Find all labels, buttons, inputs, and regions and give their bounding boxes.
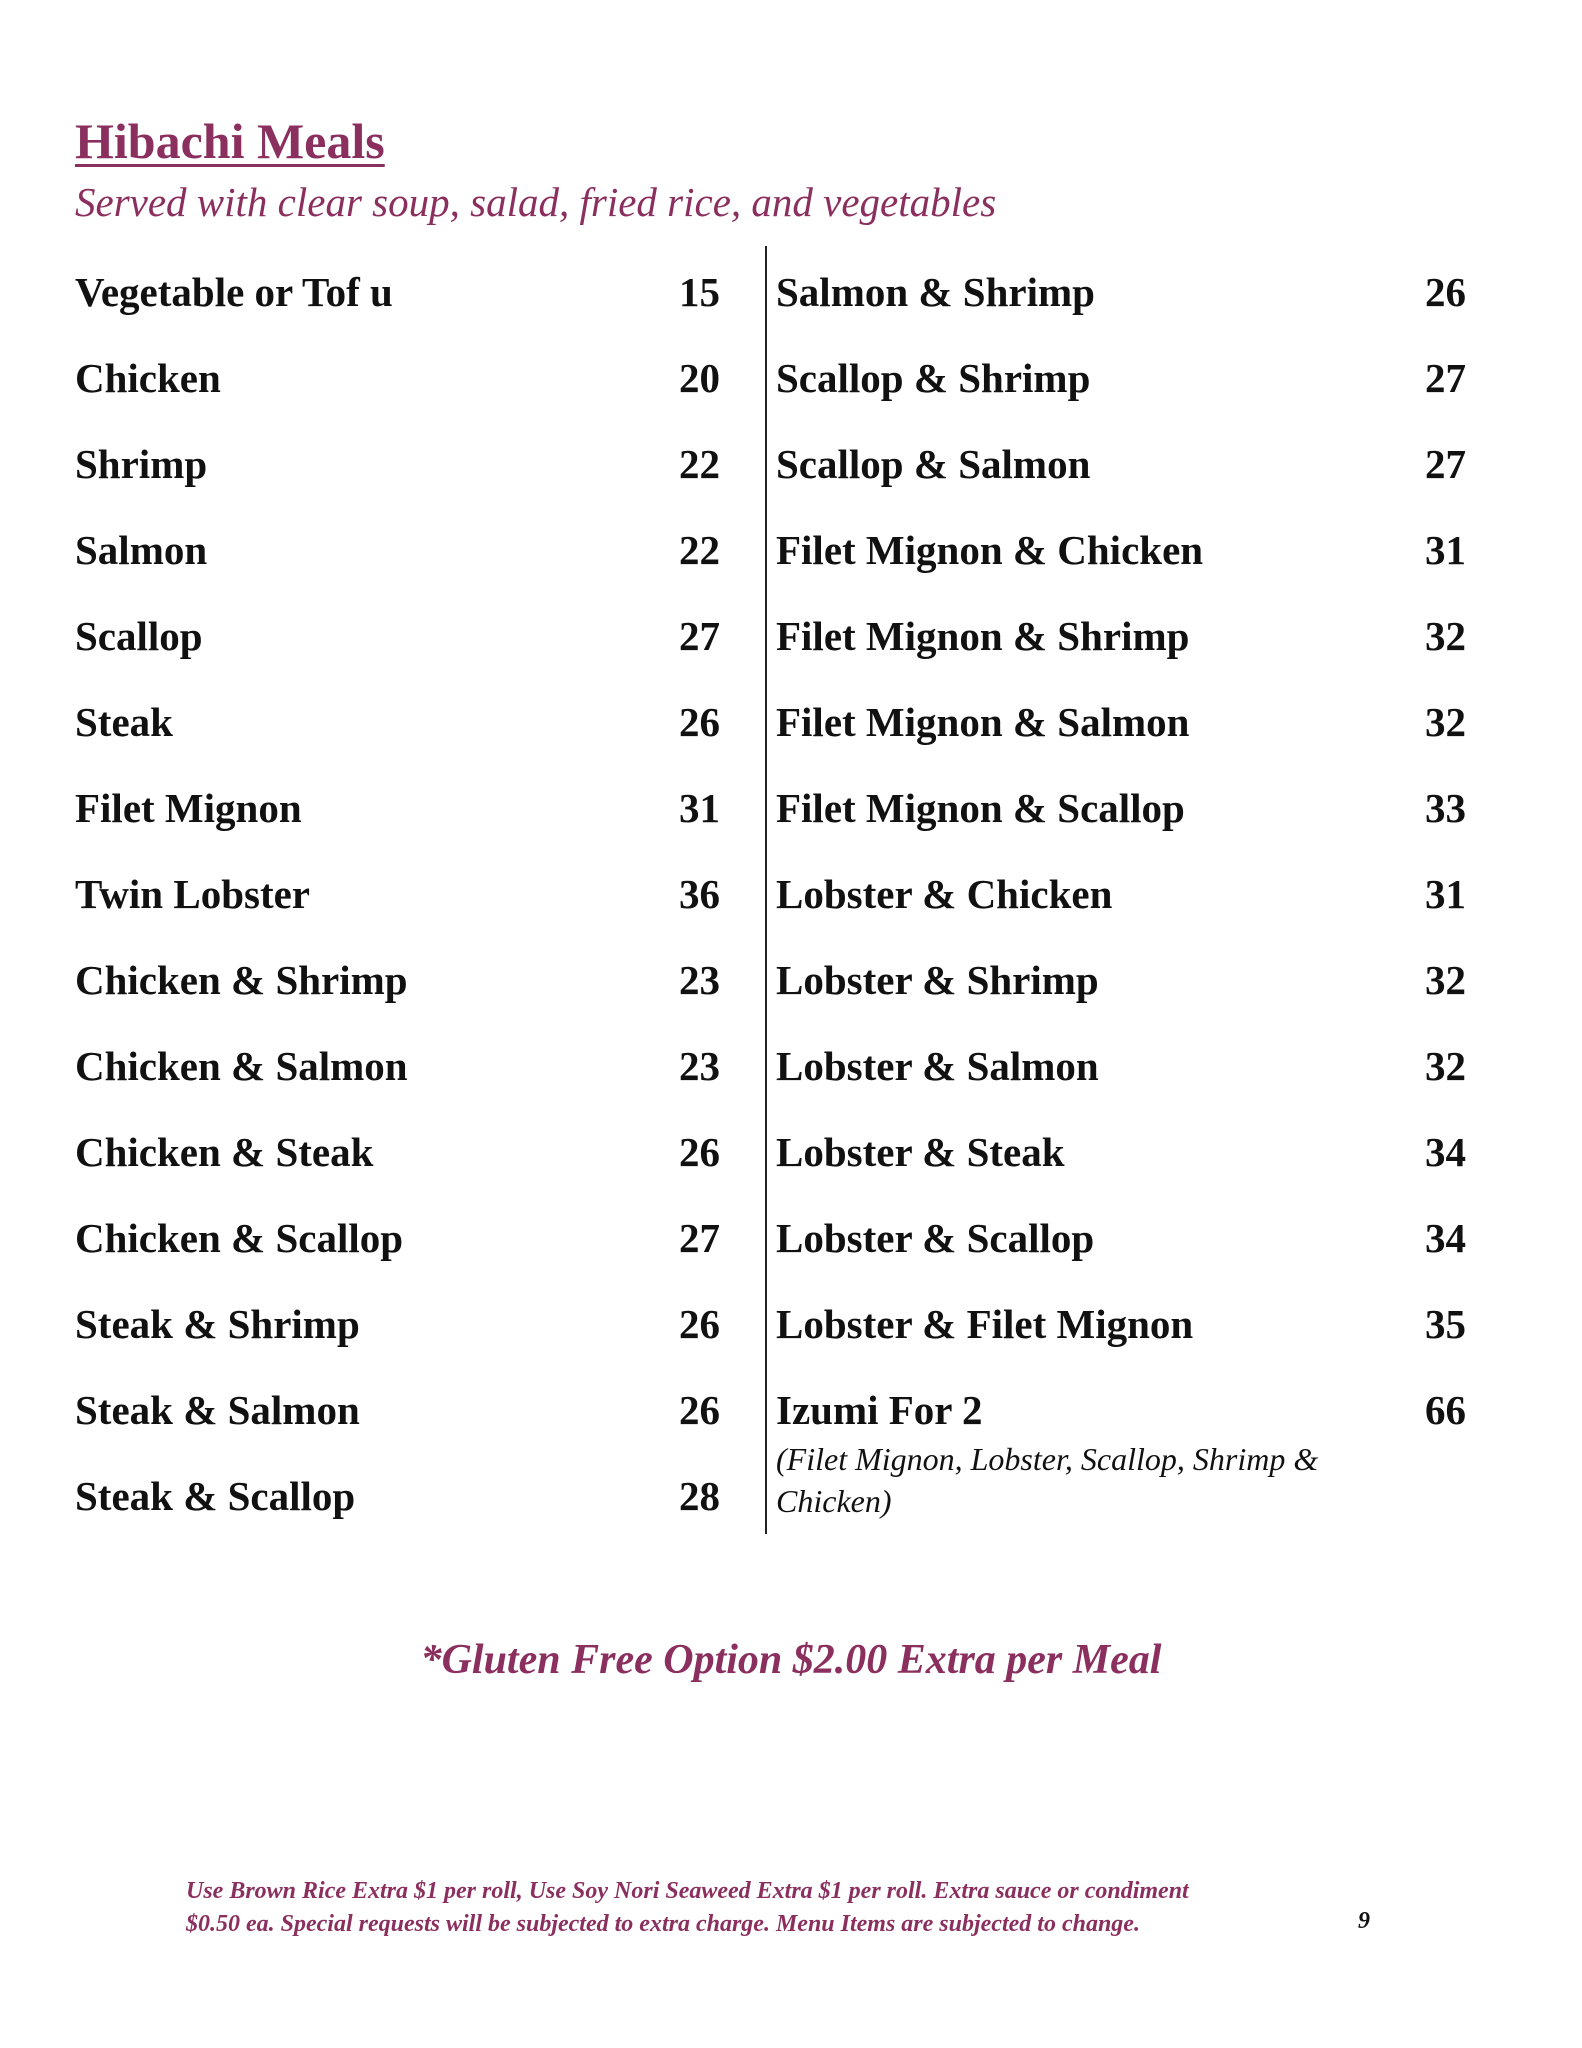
menu-item-price: 33 (1425, 785, 1466, 831)
menu-item-name: Chicken (75, 355, 221, 401)
menu-item-name: Filet Mignon (75, 785, 302, 831)
menu-item (75, 688, 720, 774)
menu-item-name: Chicken & Steak (75, 1129, 374, 1175)
menu-item-name: Vegetable or Tof u (75, 269, 393, 315)
menu-item (776, 1032, 1466, 1118)
menu-item-name: Filet Mignon & Chicken (776, 527, 1204, 573)
menu-item (75, 1376, 720, 1462)
menu-item-name: Izumi For 2 (776, 1387, 983, 1433)
menu-item-price: 27 (1425, 355, 1466, 401)
menu-item (75, 1032, 720, 1118)
menu-item-price: 66 (1425, 1387, 1466, 1433)
menu-item-name: Scallop (75, 613, 203, 659)
menu-column-right (776, 258, 1466, 1519)
menu-item-note: (Filet Mignon, Lobster, Scallop, Shrimp & Chicken) (776, 1441, 1319, 1519)
menu-item-name: Scallop & Shrimp (776, 355, 1091, 401)
menu-item (75, 258, 720, 344)
menu-column-left (75, 258, 720, 1548)
menu-item-price: 26 (679, 1387, 720, 1433)
menu-item (776, 258, 1466, 344)
menu-item (776, 430, 1466, 516)
menu-item (776, 1118, 1466, 1204)
gluten-free-note: *Gluten Free Option $2.00 Extra per Meal (420, 1637, 1162, 1683)
menu-item (776, 774, 1466, 860)
menu-item (75, 1118, 720, 1204)
menu-item (776, 946, 1466, 1032)
menu-item-price: 27 (679, 613, 720, 659)
menu-item-price: 15 (679, 269, 720, 315)
menu-item-price: 31 (1425, 871, 1466, 917)
menu-item-name: Lobster & Steak (776, 1129, 1065, 1175)
menu-item-price: 27 (679, 1215, 720, 1261)
menu-item (776, 860, 1466, 946)
menu-item-name: Chicken & Scallop (75, 1215, 404, 1261)
menu-item-price: 22 (679, 441, 720, 487)
menu-item (75, 430, 720, 516)
column-divider (765, 246, 767, 1534)
menu-item (776, 688, 1466, 774)
menu-item (75, 860, 720, 946)
menu-item-price: 31 (1425, 527, 1466, 573)
menu-item-name: Lobster & Scallop (776, 1215, 1095, 1261)
menu-item-price: 31 (679, 785, 720, 831)
menu-item-price: 34 (1425, 1215, 1466, 1261)
footer-note (186, 1875, 1386, 1941)
menu-item-name: Lobster & Chicken (776, 871, 1113, 917)
menu-item-name: Salmon (75, 527, 208, 573)
menu-item (75, 344, 720, 430)
menu-item-name: Filet Mignon & Salmon (776, 699, 1190, 745)
menu-item-name: Filet Mignon & Shrimp (776, 613, 1190, 659)
menu-item (776, 1290, 1466, 1376)
menu-item (776, 1376, 1466, 1519)
menu-item-name: Steak & Scallop (75, 1473, 356, 1519)
menu-item (75, 1462, 720, 1548)
menu-item (75, 946, 720, 1032)
menu-item-name: Lobster & Shrimp (776, 957, 1099, 1003)
menu-item-price: 20 (679, 355, 720, 401)
menu-item-price: 35 (1425, 1301, 1466, 1347)
page-title: Hibachi Meals (75, 113, 385, 169)
menu-item (75, 1204, 720, 1290)
menu-item-name: Scallop & Salmon (776, 441, 1091, 487)
menu-item (776, 1204, 1466, 1290)
menu-item-price: 26 (679, 699, 720, 745)
page-number: 9 (1358, 1908, 1370, 1934)
menu-item-price: 34 (1425, 1129, 1466, 1175)
menu-item-name: Salmon & Shrimp (776, 269, 1095, 315)
menu-item-price: 27 (1425, 441, 1466, 487)
menu-item-price: 28 (679, 1473, 720, 1519)
menu-item-price: 32 (1425, 1043, 1466, 1089)
menu-item-name: Twin Lobster (75, 871, 311, 917)
menu-item-price: 26 (1425, 269, 1466, 315)
menu-item-price: 32 (1425, 957, 1466, 1003)
menu-item-price: 26 (679, 1129, 720, 1175)
menu-item (75, 602, 720, 688)
footer-line: $0.50 ea. Special requests will be subjected to extra charge. Menu Items are subjected to change. (186, 1911, 1140, 1937)
menu-item-name: Lobster & Filet Mignon (776, 1301, 1194, 1347)
menu-item-name: Steak & Salmon (75, 1387, 360, 1433)
menu-item-name: Steak & Shrimp (75, 1301, 360, 1347)
menu-item-price: 23 (679, 957, 720, 1003)
menu-item (776, 344, 1466, 430)
menu-item-price: 22 (679, 527, 720, 573)
menu-item-name: Filet Mignon & Scallop (776, 785, 1185, 831)
menu-item-price: 32 (1425, 699, 1466, 745)
menu-item-name: Steak (75, 699, 173, 745)
menu-item-name: Shrimp (75, 441, 208, 487)
menu-item-price: 26 (679, 1301, 720, 1347)
footer-line: Use Brown Rice Extra $1 per roll, Use Soy Nori Seaweed Extra $1 per roll. Extra sauce or condiment (186, 1878, 1189, 1904)
menu-item-name: Lobster & Salmon (776, 1043, 1099, 1089)
menu-item (776, 516, 1466, 602)
menu-item-name: Chicken & Salmon (75, 1043, 408, 1089)
menu-item (75, 1290, 720, 1376)
menu-item (75, 516, 720, 602)
page-subtitle: Served with clear soup, salad, fried rice, and vegetables (75, 179, 997, 225)
menu-item-price: 36 (679, 871, 720, 917)
menu-item-price: 23 (679, 1043, 720, 1089)
menu-item-price: 32 (1425, 613, 1466, 659)
menu-item (776, 602, 1466, 688)
menu-item-name: Chicken & Shrimp (75, 957, 408, 1003)
menu-item (75, 774, 720, 860)
